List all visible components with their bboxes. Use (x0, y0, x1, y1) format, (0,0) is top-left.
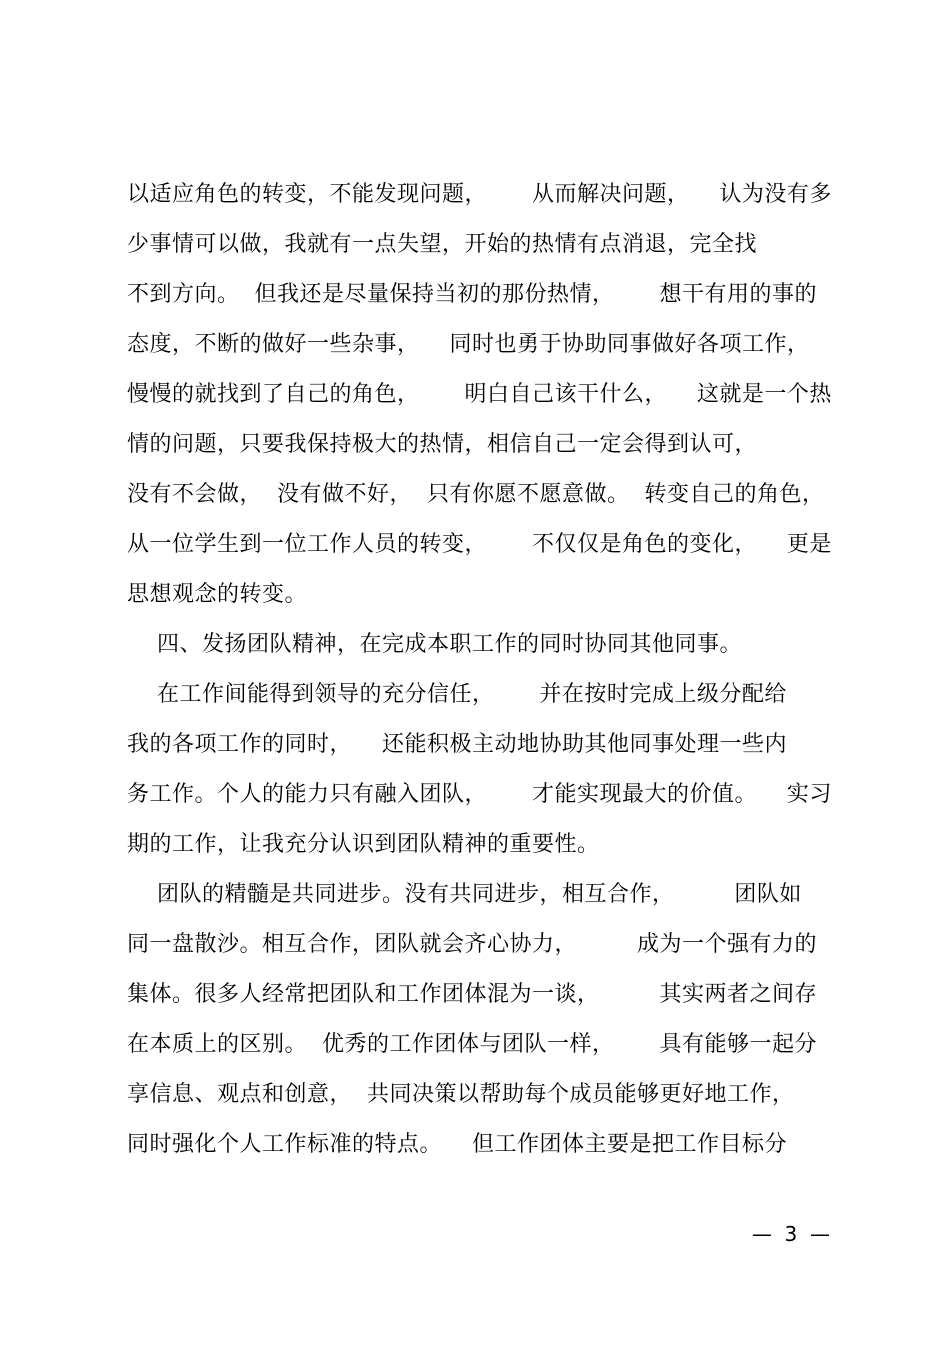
text-line-18: 在本质上的区别。 优秀的工作团体与团队一样， 具有能够一起分 (127, 1032, 817, 1057)
text-line-16: 同一盘散沙。相互合作，团队就会齐心协力， 成为一个强有力的 (127, 932, 817, 957)
text-line-19: 享信息、观点和创意， 共同决策以帮助每个成员能够更好地工作， (127, 1082, 795, 1107)
text-line-1: 以适应角色的转变，不能发现问题， 从而解决问题， 认为没有多 (127, 182, 832, 207)
body-text (127, 170, 847, 1170)
text-line-11: 在工作间能得到领导的充分信任， 并在按时完成上级分配给 (127, 682, 787, 707)
text-line-13: 务工作。个人的能力只有融入团队， 才能实现最大的价值。 实习 (127, 782, 832, 807)
text-line-9: 思想观念的转变。 (127, 582, 308, 607)
text-line-5: 慢慢的就找到了自己的角色， 明白自己该干什么， 这就是一个热 (127, 382, 832, 407)
text-line-17: 集体。很多人经常把团队和工作团体混为一谈， 其实两者之间存 (127, 982, 817, 1007)
text-line-3: 不到方向。 但我还是尽量保持当初的那份热情， 想干有用的事的 (127, 282, 817, 307)
text-line-2: 少事情可以做，我就有一点失望，开始的热情有点消退，完全找 (127, 232, 758, 257)
page-number: — 3 — (751, 1222, 830, 1246)
text-line-15: 团队的精髓是共同进步。没有共同进步，相互合作， 团队如 (127, 882, 802, 907)
text-line-6: 情的问题，只要我保持极大的热情，相信自己一定会得到认可， (127, 432, 758, 457)
text-line-20: 同时强化个人工作标准的特点。 但工作团体主要是把工作目标分 (127, 1132, 787, 1157)
section-heading: 四、发扬团队精神，在完成本职工作的同时协同其他同事。 (127, 632, 742, 657)
text-line-4: 态度，不断的做好一些杂事， 同时也勇于协助同事做好各项工作， (127, 332, 810, 357)
text-line-7: 没有不会做， 没有做不好， 只有你愿不愿意做。 转变自己的角色， (127, 482, 825, 507)
text-line-12: 我的各项工作的同时， 还能积极主动地协助其他同事处理一些内 (127, 732, 787, 757)
text-line-8: 从一位学生到一位工作人员的转变， 不仅仅是角色的变化， 更是 (127, 532, 832, 557)
text-line-14: 期的工作，让我充分认识到团队精神的重要性。 (127, 832, 600, 857)
